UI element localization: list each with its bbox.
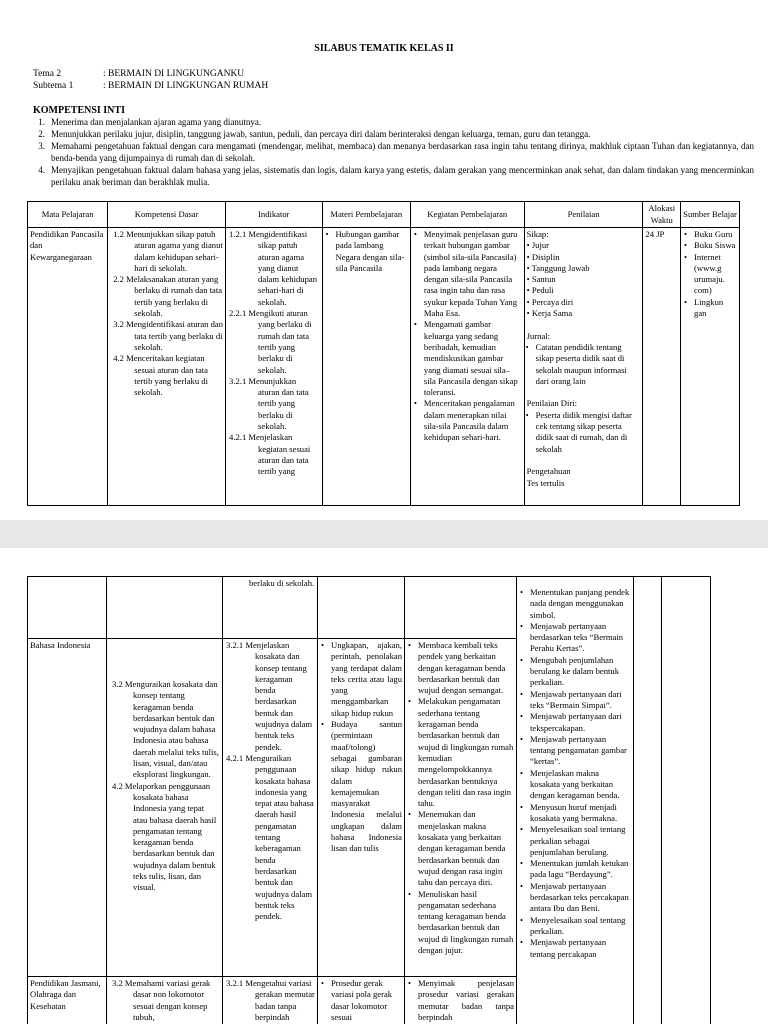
header-kegiatan: Kegiatan Pembelajaran	[410, 202, 524, 228]
header-alokasi: Alokasi Waktu	[643, 202, 681, 228]
header-penilaian: Penilaian	[524, 202, 643, 228]
cell-materi: • Ungkapan, ajakan, perintah, penolakan yang terdapat dalam teks cerita atau lagu yang menggambarkan sikap hidup rukun • Budaya santun (permintaan maaf/tolong) sebagai gambaran sikap hidup rukun dalam kemajemukan masyarakat Indonesia melalui ungkapan dalam bahasa Indonesia lisan dan tulis	[318, 639, 405, 977]
syllabus-table-page1	[27, 201, 740, 506]
cell-indikator: 3.2.1 Mengetahui variasi gerakan memutar badan tanpa berpindah	[223, 977, 318, 1024]
ki-item: 1. Menerima dan menjalankan ajaran agama yang dianutnya.	[38, 117, 262, 127]
cell-indikator: 1.2.1 Mengidentifikasi sikap patuh aturan agama yang dianut dalam kehidupan sehari-hari di sekolah. 2.2.1 Mengikuti aturan yang berlaku di rumah dan tata tertib yang berlaku di sekolah. 3.2.1 Menunjukkan aturan dan tata tertib yang berlaku di sekolah. 4.2.1 Menjelaskan kegiatan sesuai aturan dan tata tertib yang	[226, 228, 322, 506]
cell-materi: • Hubungan gambar pada lambang Negara dengan sila-sila Pancasila	[322, 228, 410, 506]
header-indikator: Indikator	[226, 202, 322, 228]
document-title: SILABUS TEMATIK KELAS II	[314, 43, 454, 54]
ki-item: 3. Memahami pengetahuan faktual dengan cara mengamati (mendengar, melihat, membaca) dan menanya berdasarkan rasa ingin tahu tentang dirinya, makhluk ciptaan Tuhan dan kegiatannya, dan benda-benda yang dijumpainya di rumah dan di sekolah.	[38, 141, 754, 163]
table-header-row	[28, 202, 740, 228]
ki-list	[33, 116, 754, 188]
cell-mapel: Pendidikan Pancasila dan Kewarganegaraan	[28, 228, 108, 506]
header-materi: Materi Pembelajaran	[322, 202, 410, 228]
ki-item: 4. Menyajikan pengetahuan faktual dalam bahasa yang jelas, sistematis dan logis, dalam karya yang estetis, dalam gerakan yang mencerminkan anak sehat, dan dalam tindakan yang mencerminkan perilaku anak beriman dan berakhlak mulia.	[38, 165, 754, 187]
header-mapel: Mata Pelajaran	[28, 202, 108, 228]
syllabus-table-page2	[27, 576, 711, 1024]
ki-heading: KOMPETENSI INTI	[33, 105, 125, 116]
cell-mapel: Bahasa Indonesia	[28, 639, 107, 977]
cell-kegiatan: • Membaca kembali teks pendek yang berkaitan dengan keragaman benda berdasarkan bentuk dan wujud dengan semangat. • Melakukan pengamatan sederhana tentang keragaman benda berdasarkan bentuk dan wujud di lingkungan rumah kemudian mengelompokkannya berdasarkan bentuknya dengan teliti dan rasa ingin tahu. • Menemukan dan menjelaskan makna kosakata yang berkaitan dengan keragaman benda berdasarkan bentuk dan wujud dengan rasa ingin tahu dan percaya diri. • Menuliskan hasil pengamatan sederhana tentang keragaman benda berdasarkan bentuk dan wujud di lingkungan rumah dengan jujur.	[405, 639, 517, 977]
cell-sumber: • Buku Guru • Buku Siswa • Internet (www.g urumaju. com) • Lingkun gan	[681, 228, 740, 506]
cell-kegiatan: • Menyimak penjelasan guru terkait hubungan gambar (simbol sila-sila Pancasila) pada lambang negara dengan sila-sila Pancasila rasa ingin tahu dan rasa syukur kepada Tuhan Yang Maha Esa. • Mengamati gambar keluarga yang sedang beribadah, kemudian mendiskusikan gambar yang diamati sesuai sila–sila Pancasila dengan sikap toleransi. • Menceritakan pengalaman dalam menerapkan nilai sila-sila Pancasila dalam kehidupan sehari-hari.	[410, 228, 524, 506]
cell-alokasi: 24 JP	[643, 228, 681, 506]
table-row-continuation	[28, 577, 711, 639]
cell-mapel: Pendidikan Jasmani, Olahraga dan Kesehatan	[28, 977, 107, 1024]
table-row-ppkn	[28, 228, 740, 506]
header-sumber: Sumber Belajar	[681, 202, 740, 228]
header-kd: Kompetensi Dasar	[108, 202, 226, 228]
page-2	[0, 548, 768, 1024]
cell-kd: 1.2 Menunjukkan sikap patuh aturan agama yang dianut dalam kehidupan sehari-hari di sekolah. 2.2 Melaksanakan aturan yang berlaku di rumah dan tata tertib yang berlaku di sekolah. 3.2 Mengidentifikasi aturan dan tata tertib yang berlaku di sekolah. 4.2 Menceritakan kegiatan sesuai aturan dan tata tertib yang berlaku di sekolah.	[108, 228, 226, 506]
tema-label: Tema 2	[33, 69, 62, 79]
cell-indikator-cont: berlaku di sekolah.	[223, 577, 318, 639]
tema-line	[33, 68, 244, 80]
cell-kd: 3.2 Memahami variasi gerak dasar non lokomotor sesuai dengan konsep tubuh,	[107, 977, 223, 1024]
subtema-label: Subtema 1	[33, 81, 74, 91]
subtema-line	[33, 80, 268, 92]
cell-kd: 3.2 Menguraikan kosakata dan konsep tentang keragaman benda berdasarkan bentuk dan wujudnya dalam bahasa Indonesia atau bahasa daerah melalui teks tulis, lisan, visual, dan/atau eksplorasi lingkungan. 4.2 Melaporkan penggunaan kosakata bahasa Indonesia yang tepat atau bahasa daerah hasil pengamatan tentang keragaman benda berdasarkan bentuk dan wujudnya dalam bentuk teks tulis, lisan, dan visual.	[107, 639, 223, 977]
tema-value: : BERMAIN DI LINGKUNGANKU	[103, 69, 245, 79]
cell-indikator: 3.2.1 Menjelaskan kosakata dan konsep tentang keragaman benda berdasarkan bentuk dan wujudnya dalam bentuk teks pendek. 4.2.1 Menguraikan penggunaan kosakata bahasa indonesia yang tepat atau bahasa daerah hasil pengamatan tentang keberagaman benda berdasarkan bentuk dan wujudnya dalam bentuk teks pendek.	[223, 639, 318, 977]
cell-kegiatan: • Menyimak penjelasan prosedur variasi gerakan memutar badan tanpa berpindah	[405, 977, 517, 1024]
ki-item: 2. Menunjukkan perilaku jujur, disiplin, tanggung jawab, santun, peduli, dan percaya diri dalam berinteraksi dengan keluarga, teman, guru dan tetangga.	[38, 129, 591, 139]
cell-penilaian: Sikap: • Jujur • Disiplin • Tanggung Jawab • Santun • Peduli • Percaya diri • Kerja Sama Jurnal: • Catatan pendidik tentang sikap peserta didik saat di sekolah maupun informasi dari orang lain Penilaian Diri: • Peserta didik mengisi daftar cek tentang sikap peserta didik saat di rumah, dan di sekolah Pengetahuan Tes tertulis	[524, 228, 643, 506]
cell-penilaian-bindo: • Menentukan panjang pendek nada dengan menggunakan simbol. • Menjawab pertanyaan berdasarkan teks “Bermain Perahu Kertas”. • Mengubah penjumlahan berulang ke dalam bentuk perkalian. • Menjawab pertanyaan dari teks “Bermain Simpai”. • Menjawab pertanyaan dari tekspercakapan. • Menjawab pertanyaan tentang pengamatan gambar “kertas”. • Menjelaskan makna kosakata yang berkaitan dengan keragaman benda. • Menyusun huruf menjadi kosakata yang bermakna. • Menyelesaikan soal tentang perkalian sebagai penjumlahan berulang. • Menentukan jumlah ketukan pada lagu “Berdayung”. • Menjawab pertanyaan berdasarkan teks percakapan antara Ibu dan Beni. • Menyelesaikan soal tentang perkalian. • Menjawab pertanyaan tentang percakapan	[517, 577, 634, 1024]
subtema-value: : BERMAIN DI LINGKUNGAN RUMAH	[103, 81, 269, 91]
cell-materi: • Prosedur gerak variasi pola gerak dasar lokomotor sesuai	[318, 977, 405, 1024]
